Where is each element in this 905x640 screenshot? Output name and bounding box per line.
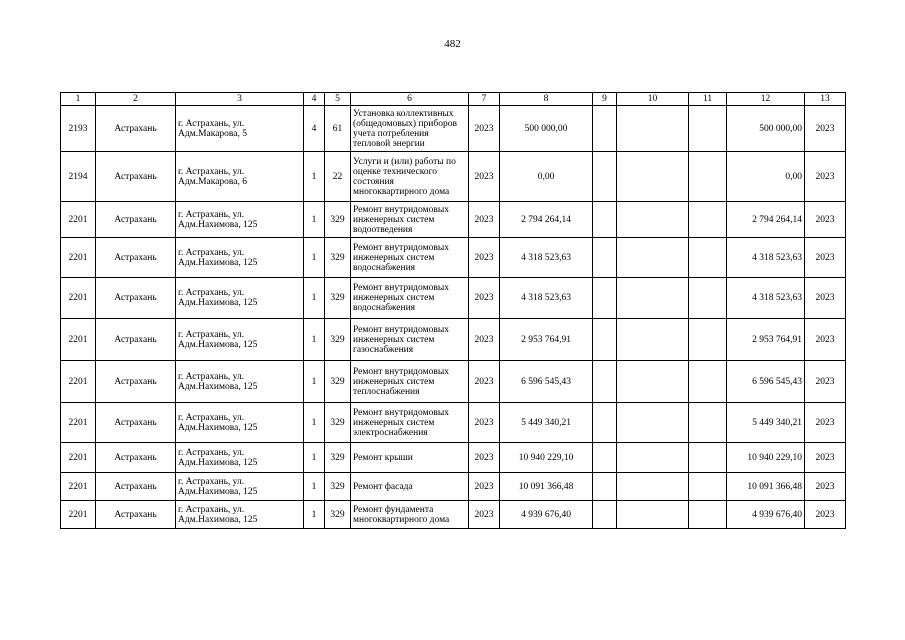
- table-row: [61, 403, 846, 443]
- col-10-value-cell: [617, 238, 689, 278]
- cost-value-cell: 5 449 340,21: [727, 403, 805, 443]
- col-5-value-cell: 329: [325, 238, 351, 278]
- year-cell: 2023: [469, 202, 500, 238]
- column-header-7: 7: [469, 93, 500, 106]
- col-5-value-cell: 329: [325, 202, 351, 238]
- col-10-value-cell: [617, 443, 689, 473]
- row-number-cell: 2201: [61, 443, 96, 473]
- cost-value-cell: 4 939 676,40: [727, 501, 805, 529]
- page-number: 482: [444, 38, 461, 50]
- col-4-value-cell: 1: [304, 473, 325, 501]
- work-type-cell: Установка коллективных (общедомовых) приборов учета потребления тепловой энергии: [351, 106, 469, 152]
- column-header-12: 12: [727, 93, 805, 106]
- total-cost-cell: 6 596 545,43: [500, 361, 593, 403]
- cost-value-cell: 6 596 545,43: [727, 361, 805, 403]
- column-header-11: 11: [689, 93, 727, 106]
- total-cost-cell: 4 318 523,63: [500, 278, 593, 319]
- total-cost-cell: 4 318 523,63: [500, 238, 593, 278]
- municipality-cell: Астрахань: [96, 403, 176, 443]
- col-5-value-cell: 329: [325, 319, 351, 361]
- col-10-value-cell: [617, 473, 689, 501]
- year-cell: 2023: [469, 501, 500, 529]
- municipality-cell: Астрахань: [96, 361, 176, 403]
- table-row: [61, 361, 846, 403]
- address-cell: г. Астрахань, ул. Адм.Нахимова, 125: [176, 473, 304, 501]
- column-header-8: 8: [500, 93, 593, 106]
- col-11-value-cell: [689, 238, 727, 278]
- col-10-value-cell: [617, 361, 689, 403]
- col-9-value-cell: [593, 238, 617, 278]
- cost-value-cell: 4 318 523,63: [727, 238, 805, 278]
- table-row: [61, 473, 846, 501]
- column-header-3: 3: [176, 93, 304, 106]
- completion-year-cell: 2023: [805, 501, 846, 529]
- col-10-value-cell: [617, 501, 689, 529]
- col-11-value-cell: [689, 501, 727, 529]
- work-type-cell: Ремонт внутридомовых инженерных систем водоотведения: [351, 202, 469, 238]
- work-type-cell: Услуги и (или) работы по оценке технического состояния многоквартирного дома: [351, 152, 469, 202]
- total-cost-cell: 4 939 676,40: [500, 501, 593, 529]
- address-cell: г. Астрахань, ул. Адм.Нахимова, 125: [176, 278, 304, 319]
- completion-year-cell: 2023: [805, 278, 846, 319]
- cost-value-cell: 10 091 366,48: [727, 473, 805, 501]
- municipality-cell: Астрахань: [96, 473, 176, 501]
- completion-year-cell: 2023: [805, 152, 846, 202]
- col-10-value-cell: [617, 403, 689, 443]
- row-number-cell: 2201: [61, 319, 96, 361]
- table-row: [61, 319, 846, 361]
- col-4-value-cell: 1: [304, 202, 325, 238]
- work-type-cell: Ремонт внутридомовых инженерных систем электроснабжения: [351, 403, 469, 443]
- table-row: [61, 238, 846, 278]
- col-11-value-cell: [689, 106, 727, 152]
- col-5-value-cell: 329: [325, 278, 351, 319]
- address-cell: г. Астрахань, ул. Адм.Макарова, 6: [176, 152, 304, 202]
- address-cell: г. Астрахань, ул. Адм.Нахимова, 125: [176, 238, 304, 278]
- col-5-value-cell: 329: [325, 473, 351, 501]
- row-number-cell: 2201: [61, 278, 96, 319]
- work-type-cell: Ремонт внутридомовых инженерных систем газоснабжения: [351, 319, 469, 361]
- address-cell: г. Астрахань, ул. Адм.Нахимова, 125: [176, 202, 304, 238]
- col-5-value-cell: 329: [325, 443, 351, 473]
- year-cell: 2023: [469, 278, 500, 319]
- col-4-value-cell: 1: [304, 361, 325, 403]
- completion-year-cell: 2023: [805, 202, 846, 238]
- table-row: [61, 152, 846, 202]
- col-4-value-cell: 1: [304, 319, 325, 361]
- column-header-5: 5: [325, 93, 351, 106]
- row-number-cell: 2201: [61, 501, 96, 529]
- column-header-6: 6: [351, 93, 469, 106]
- table-row: [61, 501, 846, 529]
- col-9-value-cell: [593, 361, 617, 403]
- municipality-cell: Астрахань: [96, 152, 176, 202]
- table-row: [61, 278, 846, 319]
- year-cell: 2023: [469, 152, 500, 202]
- col-9-value-cell: [593, 152, 617, 202]
- col-4-value-cell: 1: [304, 278, 325, 319]
- table-row: [61, 106, 846, 152]
- municipality-cell: Астрахань: [96, 202, 176, 238]
- col-5-value-cell: 61: [325, 106, 351, 152]
- col-9-value-cell: [593, 473, 617, 501]
- completion-year-cell: 2023: [805, 443, 846, 473]
- col-11-value-cell: [689, 361, 727, 403]
- completion-year-cell: 2023: [805, 403, 846, 443]
- work-type-cell: Ремонт фундамента многоквартирного дома: [351, 501, 469, 529]
- col-9-value-cell: [593, 403, 617, 443]
- address-cell: г. Астрахань, ул. Адм.Нахимова, 125: [176, 501, 304, 529]
- col-9-value-cell: [593, 106, 617, 152]
- year-cell: 2023: [469, 443, 500, 473]
- total-cost-cell: 0,00: [500, 152, 593, 202]
- col-11-value-cell: [689, 443, 727, 473]
- work-type-cell: Ремонт внутридомовых инженерных систем водоснабжения: [351, 278, 469, 319]
- cost-value-cell: 4 318 523,63: [727, 278, 805, 319]
- total-cost-cell: 500 000,00: [500, 106, 593, 152]
- year-cell: 2023: [469, 238, 500, 278]
- address-cell: г. Астрахань, ул. Адм.Нахимова, 125: [176, 319, 304, 361]
- address-cell: г. Астрахань, ул. Адм.Макарова, 5: [176, 106, 304, 152]
- column-header-1: 1: [61, 93, 96, 106]
- work-type-cell: Ремонт внутридомовых инженерных систем водоснабжения: [351, 238, 469, 278]
- work-type-cell: Ремонт фасада: [351, 473, 469, 501]
- col-5-value-cell: 329: [325, 501, 351, 529]
- municipality-cell: Астрахань: [96, 106, 176, 152]
- col-10-value-cell: [617, 278, 689, 319]
- table-row: [61, 202, 846, 238]
- municipality-cell: Астрахань: [96, 501, 176, 529]
- col-4-value-cell: 1: [304, 238, 325, 278]
- row-number-cell: 2201: [61, 473, 96, 501]
- col-4-value-cell: 1: [304, 501, 325, 529]
- column-header-13: 13: [805, 93, 846, 106]
- municipality-cell: Астрахань: [96, 443, 176, 473]
- year-cell: 2023: [469, 361, 500, 403]
- total-cost-cell: 2 794 264,14: [500, 202, 593, 238]
- col-9-value-cell: [593, 319, 617, 361]
- total-cost-cell: 2 953 764,91: [500, 319, 593, 361]
- address-cell: г. Астрахань, ул. Адм.Нахимова, 125: [176, 443, 304, 473]
- year-cell: 2023: [469, 403, 500, 443]
- col-4-value-cell: 1: [304, 443, 325, 473]
- table-row: [61, 443, 846, 473]
- completion-year-cell: 2023: [805, 319, 846, 361]
- total-cost-cell: 10 091 366,48: [500, 473, 593, 501]
- col-9-value-cell: [593, 443, 617, 473]
- col-11-value-cell: [689, 473, 727, 501]
- row-number-cell: 2193: [61, 106, 96, 152]
- col-9-value-cell: [593, 202, 617, 238]
- row-number-cell: 2201: [61, 403, 96, 443]
- col-11-value-cell: [689, 202, 727, 238]
- municipality-cell: Астрахань: [96, 238, 176, 278]
- cost-value-cell: 500 000,00: [727, 106, 805, 152]
- col-11-value-cell: [689, 319, 727, 361]
- col-5-value-cell: 329: [325, 361, 351, 403]
- col-4-value-cell: 1: [304, 403, 325, 443]
- cost-value-cell: 0,00: [727, 152, 805, 202]
- column-header-9: 9: [593, 93, 617, 106]
- col-10-value-cell: [617, 152, 689, 202]
- row-number-cell: 2201: [61, 361, 96, 403]
- col-9-value-cell: [593, 501, 617, 529]
- header-row: [61, 93, 846, 106]
- cost-value-cell: 2 953 764,91: [727, 319, 805, 361]
- col-9-value-cell: [593, 278, 617, 319]
- col-5-value-cell: 22: [325, 152, 351, 202]
- completion-year-cell: 2023: [805, 473, 846, 501]
- address-cell: г. Астрахань, ул. Адм.Нахимова, 125: [176, 403, 304, 443]
- total-cost-cell: 5 449 340,21: [500, 403, 593, 443]
- col-4-value-cell: 1: [304, 152, 325, 202]
- col-11-value-cell: [689, 152, 727, 202]
- column-header-2: 2: [96, 93, 176, 106]
- municipality-cell: Астрахань: [96, 278, 176, 319]
- year-cell: 2023: [469, 106, 500, 152]
- col-11-value-cell: [689, 278, 727, 319]
- completion-year-cell: 2023: [805, 106, 846, 152]
- total-cost-cell: 10 940 229,10: [500, 443, 593, 473]
- column-header-10: 10: [617, 93, 689, 106]
- col-5-value-cell: 329: [325, 403, 351, 443]
- address-cell: г. Астрахань, ул. Адм.Нахимова, 125: [176, 361, 304, 403]
- cost-value-cell: 10 940 229,10: [727, 443, 805, 473]
- column-header-4: 4: [304, 93, 325, 106]
- row-number-cell: 2194: [61, 152, 96, 202]
- col-10-value-cell: [617, 202, 689, 238]
- row-number-cell: 2201: [61, 238, 96, 278]
- completion-year-cell: 2023: [805, 238, 846, 278]
- municipality-cell: Астрахань: [96, 319, 176, 361]
- completion-year-cell: 2023: [805, 361, 846, 403]
- col-10-value-cell: [617, 319, 689, 361]
- year-cell: 2023: [469, 319, 500, 361]
- works-table: [60, 92, 846, 529]
- work-type-cell: Ремонт внутридомовых инженерных систем теплоснабжения: [351, 361, 469, 403]
- year-cell: 2023: [469, 473, 500, 501]
- row-number-cell: 2201: [61, 202, 96, 238]
- work-type-cell: Ремонт крыши: [351, 443, 469, 473]
- col-4-value-cell: 4: [304, 106, 325, 152]
- col-10-value-cell: [617, 106, 689, 152]
- cost-value-cell: 2 794 264,14: [727, 202, 805, 238]
- col-11-value-cell: [689, 403, 727, 443]
